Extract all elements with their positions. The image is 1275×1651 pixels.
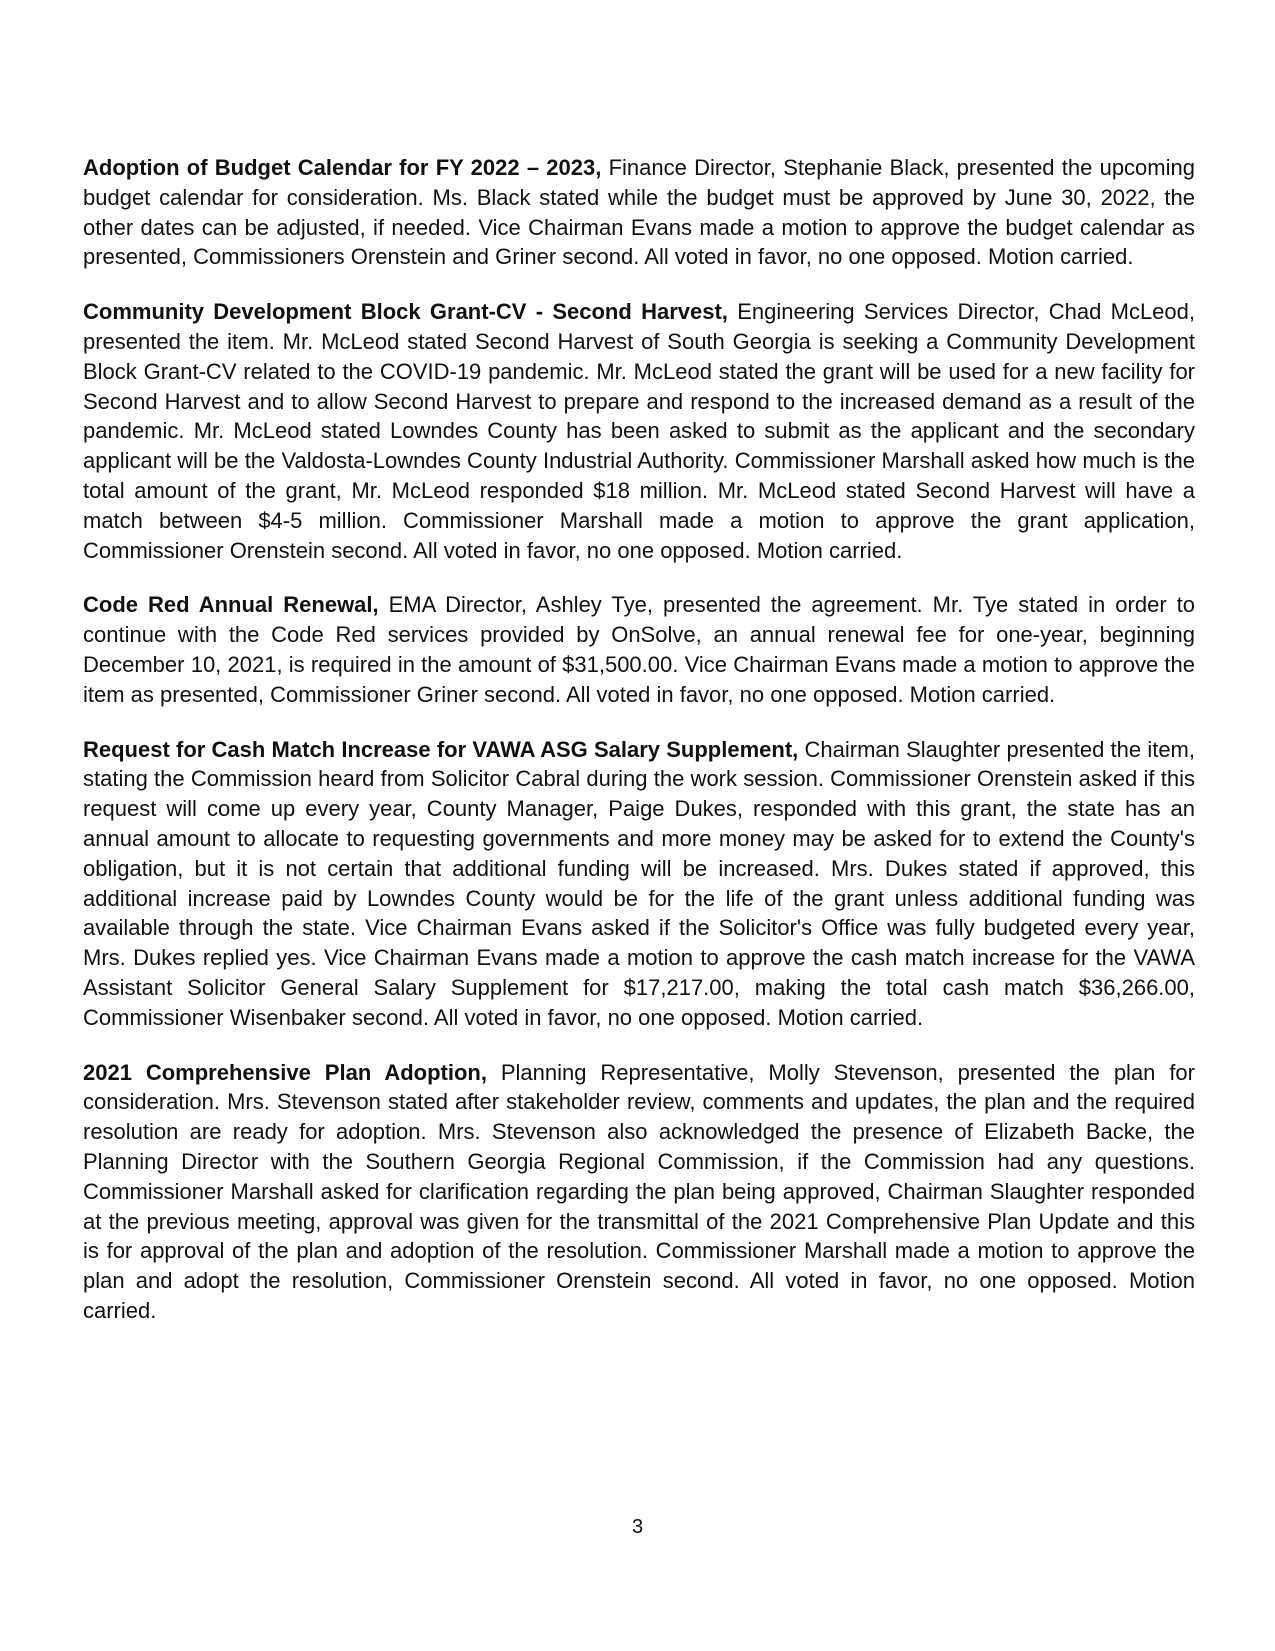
agenda-item-comprehensive-plan: [83, 1058, 1195, 1326]
agenda-item-budget-calendar: [83, 153, 1195, 272]
agenda-item-title: Community Development Block Grant-CV - Second Harvest,: [83, 299, 728, 325]
agenda-item-cdbg-second-harvest: [83, 297, 1195, 565]
agenda-item-body: Engineering Services Director, Chad McLeod, presented the item. Mr. McLeod stated Second Harvest of South Georgia is seeking a Community Development Block Grant-CV related to the COVID-19 pandemic. Mr. McLeod stated the grant will be used for a new facility for Second Harvest and to allow Second Harvest to prepare and respond to the increased demand as a result of the pandemic. Mr. McLeod stated Lowndes County has been asked to submit as the applicant and the secondary applicant will be the Valdosta-Lowndes County Industrial Authority. Commissioner Marshall asked how much is the total amount of the grant, Mr. McLeod responded $18 million. Mr. McLeod stated Second Harvest will have a match between $4-5 million. Commissioner Marshall made a motion to approve the grant application, Commissioner Orenstein second. All voted in favor, no one opposed. Motion carried.: [83, 299, 1195, 563]
agenda-item-code-red-renewal: [83, 590, 1195, 709]
agenda-item-body: Planning Representative, Molly Stevenson, presented the plan for consideration. Mrs. Stevenson stated after stakeholder review, comments and updates, the plan and the required resolution are ready for adoption. Mrs. Stevenson also acknowledged the presence of Elizabeth Backe, the Planning Director with the Southern Georgia Regional Commission, if the Commission had any questions. Commissioner Marshall asked for clarification regarding the plan being approved, Chairman Slaughter responded at the previous meeting, approval was given for the transmittal of the 2021 Comprehensive Plan Update and this is for approval of the plan and adoption of the resolution. Commissioner Marshall made a motion to approve the plan and adopt the resolution, Commissioner Orenstein second. All voted in favor, no one opposed. Motion carried.: [83, 1059, 1195, 1323]
agenda-item-body: EMA Director, Ashley Tye, presented the agreement. Mr. Tye stated in order to continue with the Code Red services provided by OnSolve, an annual renewal fee for one-year, beginning December 10, 2021, is required in the amount of $31,500.00. Vice Chairman Evans made a motion to approve the item as presented, Commissioner Griner second. All voted in favor, no one opposed. Motion carried.: [83, 592, 1195, 707]
agenda-item-title: Adoption of Budget Calendar for FY 2022 – 2023,: [83, 155, 602, 180]
agenda-item-body: Finance Director, Stephanie Black, presented the upcoming budget calendar for consideration. Ms. Black stated while the budget must be approved by June 30, 2022, the other dates can be adjusted, if needed. Vice Chairman Evans made a motion to approve the budget calendar as presented, Commissioners Orenstein and Griner second. All voted in favor, no one opposed. Motion carried.: [83, 155, 1195, 270]
agenda-item-body: Chairman Slaughter presented the item, stating the Commission heard from Solicitor Cabral during the work session. Commissioner Orenstein asked if this request will come up every year, County Manager, Paige Dukes, responded with this grant, the state has an annual amount to allocate to requesting governments and more money may be asked for to extend the County's obligation, but it is not certain that additional funding will be increased. Mrs. Dukes stated if approved, this additional increase paid by Lowndes County would be for the life of the grant unless additional funding was available through the state. Vice Chairman Evans asked if the Solicitor's Office was fully budgeted every year, Mrs. Dukes replied yes. Vice Chairman Evans made a motion to approve the cash match increase for the VAWA Assistant Solicitor General Salary Supplement for $17,217.00, making the total cash match $36,266.00, Commissioner Wisenbaker second. All voted in favor, no one opposed. Motion carried.: [83, 736, 1195, 1030]
agenda-item-title: Code Red Annual Renewal,: [83, 592, 379, 618]
page-number: 3: [631, 1516, 644, 1538]
agenda-item-title: Request for Cash Match Increase for VAWA ASG Salary Supplement,: [83, 736, 799, 762]
agenda-item-title: 2021 Comprehensive Plan Adoption,: [83, 1059, 487, 1085]
minutes-content: [83, 153, 1195, 1351]
agenda-item-vawa-cash-match: [83, 735, 1195, 1033]
